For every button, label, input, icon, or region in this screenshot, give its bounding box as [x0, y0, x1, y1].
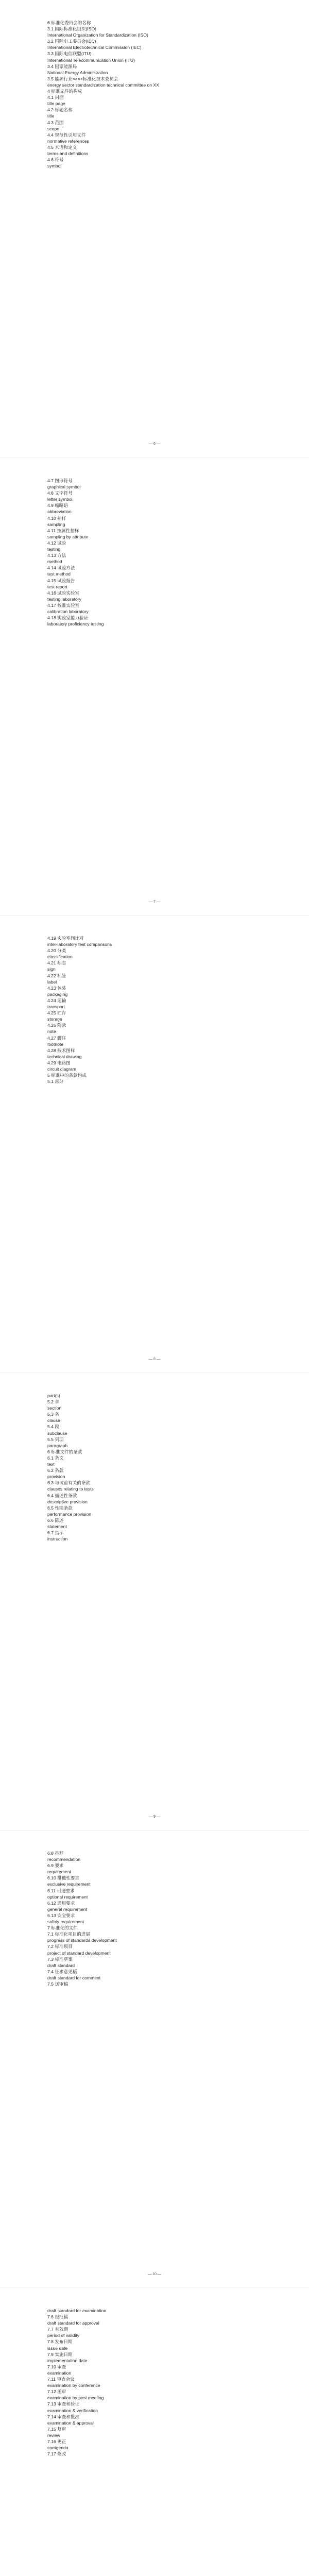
- text-line: provision: [47, 1474, 65, 1480]
- text-line: 4.9 缩略语: [47, 503, 68, 509]
- text-line: section: [47, 1405, 62, 1411]
- text-line: 7.1 标准化项目的进展: [47, 1931, 91, 1937]
- text-line: 6.6 陈述: [47, 1517, 64, 1523]
- text-line: 7.15 复审: [47, 2426, 66, 2432]
- text-line: 4.4 规范性引用文件: [47, 132, 86, 138]
- text-line: 7.5 送审稿: [47, 1981, 68, 1987]
- text-line: sampling by attribute: [47, 534, 89, 539]
- text-line: symbol: [47, 163, 62, 169]
- text-line: 4.24 运输: [47, 997, 66, 1003]
- text-line: requirement: [47, 1869, 71, 1875]
- text-line: 4.2 标题名称: [47, 107, 73, 113]
- page-number: — 8 —: [149, 1358, 160, 1361]
- text-line: instruction: [47, 1536, 68, 1542]
- text-line: 5.1 部分: [47, 1079, 64, 1084]
- text-line: 6 标准文件的条款: [47, 1449, 82, 1454]
- text-line: test report: [47, 584, 67, 589]
- text-line: footnote: [47, 1041, 64, 1047]
- text-line: 4 标准文件的构成: [47, 89, 82, 94]
- text-line: 7.3 标准草案: [47, 1956, 73, 1962]
- text-line: method: [47, 559, 62, 565]
- text-line: statement: [47, 1523, 67, 1529]
- text-line: 5.5 列项: [47, 1436, 64, 1442]
- page-number: — 7 —: [149, 900, 160, 904]
- text-line: 5.3 条: [47, 1412, 59, 1417]
- text-line: 4.21 标志: [47, 960, 66, 966]
- text-line: 7.13 审查和验证: [47, 2401, 80, 2407]
- text-line: circuit diagram: [47, 1066, 76, 1072]
- text-line: 7.11 审查会议: [47, 2377, 75, 2382]
- text-line: 4.26 附录: [47, 1023, 66, 1028]
- text-line: 4.7 图形符号: [47, 478, 73, 483]
- text-line: 4.18 实验室能力验证: [47, 615, 89, 621]
- text-line: 4.12 试验: [47, 540, 66, 546]
- text-line: 7.10 审查: [47, 2364, 66, 2369]
- text-line: safety requirement: [47, 1919, 84, 1925]
- text-line: 4.10 抽样: [47, 515, 66, 521]
- page-number: — 10 —: [148, 2273, 161, 2276]
- text-line: 7.2 标准项目: [47, 1944, 73, 1950]
- text-line: storage: [47, 1016, 62, 1022]
- page-number: — 9 —: [149, 1815, 160, 1819]
- text-line: 3.5 能源行业××××标准化技术委员会: [47, 76, 118, 81]
- text-line: 4.17 校准实验室: [47, 602, 80, 608]
- text-line: 4.15 试验报告: [47, 578, 75, 583]
- text-line: 6.2 条款: [47, 1468, 64, 1473]
- text-line: subclause: [47, 1430, 67, 1436]
- document-page: [0, 2287, 309, 2576]
- text-line: general requirement: [47, 1906, 87, 1912]
- text-line: title: [47, 113, 55, 119]
- text-line: recommendation: [47, 1857, 81, 1862]
- text-line: sign: [47, 967, 56, 972]
- document-page: [0, 915, 309, 1372]
- text-line: 4.19 实验室间比对: [47, 936, 84, 941]
- text-line: performance provision: [47, 1511, 92, 1517]
- text-line: examination & verification: [47, 2408, 98, 2413]
- text-line: 4.20 分类: [47, 948, 66, 954]
- text-line: inter-laboratory test comparisons: [47, 942, 112, 947]
- text-line: 6 标准化委员会的名称: [47, 20, 91, 25]
- text-line: 6.3 与试验有关的条款: [47, 1480, 91, 1486]
- text-line: exclusive requirement: [47, 1882, 91, 1887]
- text-line: examination by post meeting: [47, 2395, 104, 2401]
- text-line: 7.6 报批稿: [47, 2314, 68, 2320]
- text-line: 6.7 指示: [47, 1530, 64, 1536]
- text-line: draft standard for examination: [47, 2308, 107, 2313]
- text-line: 7.16 更正: [47, 2438, 66, 2444]
- text-line: 6.11 可选要求: [47, 1888, 75, 1893]
- text-line: 4.22 标签: [47, 973, 66, 978]
- text-line: 7.17 修改: [47, 2451, 66, 2457]
- text-line: 7.9 实施日期: [47, 2351, 73, 2357]
- text-line: examination & approval: [47, 2420, 94, 2426]
- text-line: transport: [47, 1004, 65, 1010]
- text-line: 4.6 符号: [47, 157, 64, 163]
- text-line: 4.28 技术图样: [47, 1047, 75, 1053]
- text-line: clause: [47, 1418, 60, 1423]
- text-line: paragraph: [47, 1443, 68, 1448]
- text-line: energy sector standardization technical committee on XX: [47, 82, 159, 88]
- text-line: 6.13 安全要求: [47, 1912, 75, 1918]
- text-line: abbreviation: [47, 509, 72, 515]
- text-line: 4.8 文字符号: [47, 490, 73, 496]
- text-line: 3.1 国际标准化组织(ISO): [47, 26, 97, 32]
- text-line: 6.10 排他性要求: [47, 1875, 80, 1881]
- text-line: 5.4 段: [47, 1424, 59, 1430]
- text-line: 4.13 方法: [47, 553, 66, 558]
- text-line: 4.25 贮存: [47, 1010, 66, 1016]
- text-line: text: [47, 1462, 55, 1467]
- text-line: draft standard: [47, 1962, 75, 1968]
- text-line: 6.5 性能条款: [47, 1505, 73, 1511]
- text-line: descriptive provision: [47, 1499, 88, 1504]
- text-line: 7.4 征求意见稿: [47, 1969, 77, 1974]
- document-page: [0, 0, 309, 457]
- text-line: 4.23 包装: [47, 985, 66, 991]
- text-line: 6.4 描述性条款: [47, 1493, 77, 1498]
- text-line: project of standard development: [47, 1950, 111, 1956]
- text-line: 5.2 章: [47, 1399, 59, 1405]
- text-line: corrigenda: [47, 2445, 68, 2451]
- text-line: sampling: [47, 521, 65, 527]
- text-line: calibration laboratory: [47, 608, 89, 614]
- text-line: examination by conference: [47, 2383, 100, 2388]
- text-line: National Energy Administration: [47, 70, 108, 75]
- text-line: draft standard for comment: [47, 1975, 101, 1980]
- text-line: classification: [47, 954, 73, 960]
- text-line: 7.8 发布日期: [47, 2339, 73, 2345]
- text-line: 4.3 范围: [47, 120, 64, 125]
- text-line: technical drawing: [47, 1054, 82, 1059]
- text-line: period of validity: [47, 2333, 80, 2338]
- text-line: examination: [47, 2370, 72, 2376]
- text-line: implementation date: [47, 2358, 88, 2363]
- text-line: 6.12 通用要求: [47, 1900, 75, 1906]
- text-line: 3.4 国家能源局: [47, 63, 77, 69]
- text-line: 6.8 推荐: [47, 1851, 64, 1856]
- text-line: 4.16 试验实验室: [47, 590, 80, 596]
- text-line: optional requirement: [47, 1894, 88, 1900]
- text-line: label: [47, 979, 57, 985]
- text-line: part(s): [47, 1393, 60, 1398]
- text-line: note: [47, 1029, 56, 1035]
- text-line: normative references: [47, 138, 89, 144]
- text-line: letter symbol: [47, 497, 73, 502]
- text-line: 7.14 审查和批准: [47, 2414, 80, 2419]
- text-line: 4.14 试验方法: [47, 565, 75, 571]
- text-line: 7.7 有效期: [47, 2327, 68, 2332]
- document-page: [0, 457, 309, 915]
- text-line: International Telecommunication Union (ITU): [47, 57, 135, 63]
- text-line: 7.12 函审: [47, 2389, 66, 2395]
- text-line: 3.2 国际电工委员会(IEC): [47, 39, 96, 44]
- text-line: packaging: [47, 991, 68, 997]
- text-line: clauses relating to tests: [47, 1486, 94, 1492]
- document-page: [0, 1372, 309, 1830]
- text-line: 4.5 术语和定义: [47, 144, 77, 150]
- text-line: 5 标准中的条款构成: [47, 1073, 87, 1078]
- text-line: terms and definitions: [47, 150, 89, 156]
- text-line: progress of standards development: [47, 1938, 117, 1943]
- text-line: title page: [47, 101, 65, 107]
- text-line: 4.29 电路图: [47, 1060, 71, 1065]
- text-line: testing laboratory: [47, 596, 81, 602]
- text-line: test method: [47, 571, 71, 577]
- text-line: issue date: [47, 2345, 68, 2351]
- text-line: draft standard for approval: [47, 2320, 99, 2326]
- text-line: 7 标准化的文件: [47, 1925, 78, 1931]
- text-line: 6.1 条文: [47, 1455, 64, 1461]
- text-line: scope: [47, 126, 59, 131]
- text-line: 4.1 封面: [47, 95, 64, 100]
- text-line: 4.11 按属性抽样: [47, 528, 79, 533]
- text-line: 4.27 脚注: [47, 1035, 66, 1041]
- text-line: laboratory proficiency testing: [47, 621, 104, 627]
- page-number: — 6 —: [149, 442, 160, 446]
- text-line: 6.9 要求: [47, 1863, 64, 1869]
- text-line: International Electrotechnical Commission (IEC): [47, 45, 142, 50]
- text-line: International Organization for Standardization (ISO): [47, 32, 148, 38]
- text-line: review: [47, 2432, 60, 2438]
- document-page: [0, 1830, 309, 2287]
- text-line: testing: [47, 547, 61, 552]
- text-line: 3.3 国际电信联盟(ITU): [47, 51, 92, 57]
- text-line: graphical symbol: [47, 484, 81, 490]
